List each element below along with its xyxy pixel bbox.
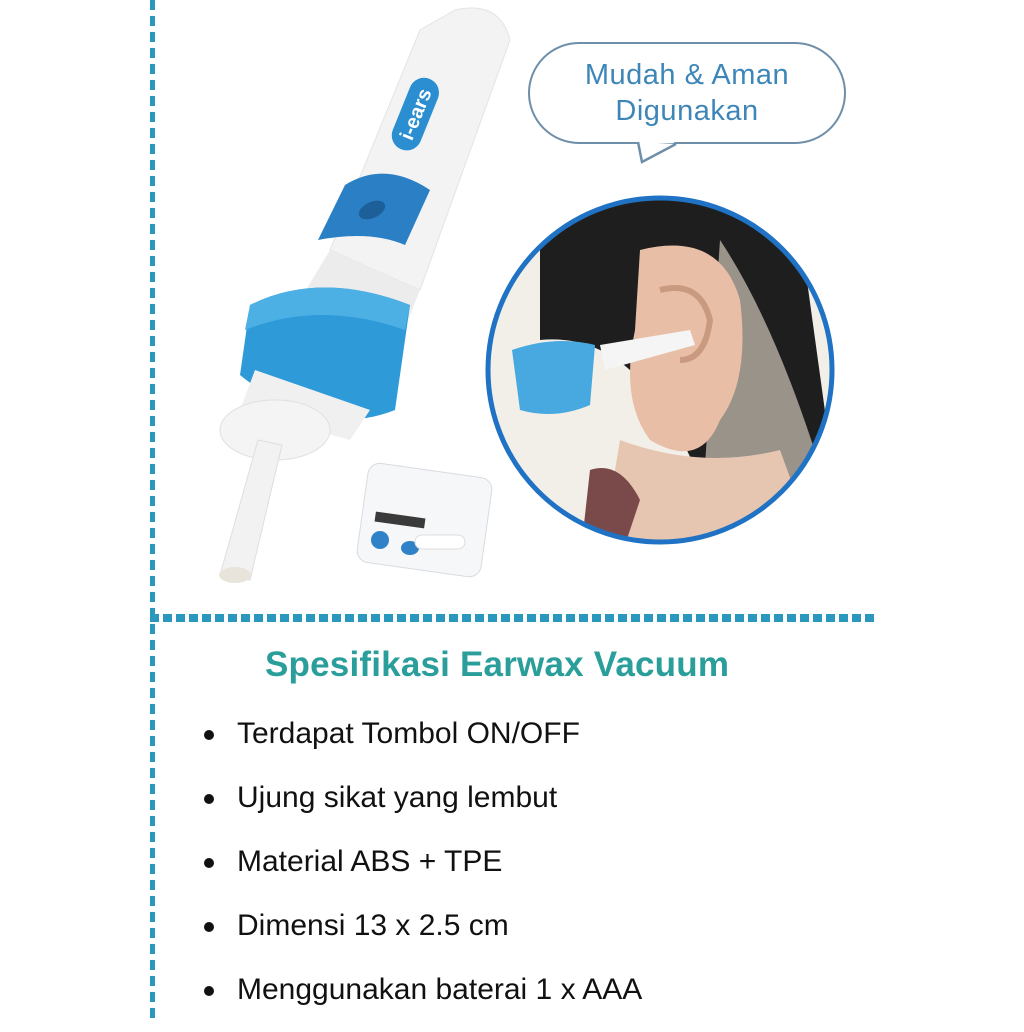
- spec-item: Material ABS + TPE: [200, 840, 642, 904]
- spec-item: Menggunakan baterai 1 x AAA: [200, 968, 642, 1032]
- speech-bubble-tail: [636, 138, 686, 166]
- bullet-icon: [204, 986, 214, 996]
- spec-title: Spesifikasi Earwax Vacuum: [265, 645, 730, 684]
- bubble-line-2: Digunakan: [615, 95, 759, 127]
- bullet-icon: [204, 858, 214, 868]
- bullet-icon: [204, 794, 214, 804]
- speech-bubble: [528, 42, 846, 144]
- bullet-icon: [204, 922, 214, 932]
- horizontal-dashed-divider: [150, 614, 877, 622]
- vertical-dashed-divider: [150, 0, 155, 1024]
- spec-item: Terdapat Tombol ON/OFF: [200, 712, 642, 776]
- bullet-icon: [204, 730, 214, 740]
- usage-inset-photo: [480, 190, 840, 560]
- bubble-line-1: Mudah & Aman: [584, 59, 790, 91]
- storage-case: [356, 462, 494, 578]
- spec-item: Ujung sikat yang lembut: [200, 776, 642, 840]
- spec-list: [200, 712, 642, 1032]
- spec-item: Dimensi 13 x 2.5 cm: [200, 904, 642, 968]
- brand-label: i-ears: [396, 85, 437, 144]
